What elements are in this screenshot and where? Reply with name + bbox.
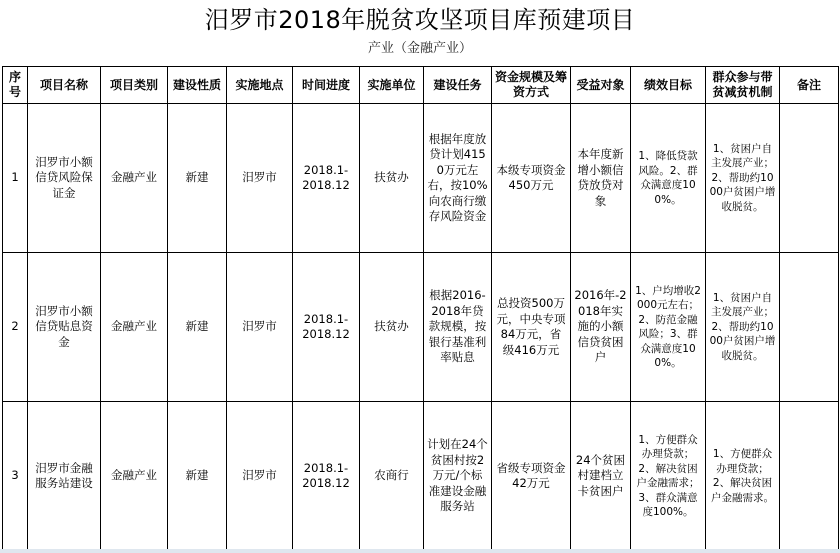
cell-beneficiary: 2016年-2018年实施的小额信贷贫困户: [571, 253, 631, 402]
cell-beneficiary: 本年度新增小额信贷放贷对象: [571, 104, 631, 253]
cell-nature: 新建: [168, 402, 227, 551]
time-end: 2018.12: [302, 327, 350, 341]
cell-name: 汨罗市金融服务站建设: [28, 402, 101, 551]
cell-time: [293, 253, 360, 402]
cell-nature: 新建: [168, 253, 227, 402]
time-end: 2018.12: [302, 178, 350, 192]
cell-task: 根据年度放贷计划4150万元左右，按10%向农商行缴存风险资金: [424, 104, 492, 253]
table-row: [3, 104, 839, 253]
cell-goal: 1、户均增收2000元左右；2、防范金融风险；3、群众满意度100%。: [631, 253, 706, 402]
header-cell-remark: 备注: [780, 67, 839, 104]
cell-funding: 总投资500万元，中央专项84万元，省级416万元: [492, 253, 571, 402]
cell-funding: 省级专项资金42万元: [492, 402, 571, 551]
header-cell-task: 建设任务: [424, 67, 492, 104]
cell-unit: 扶贫办: [360, 253, 424, 402]
cell-category: 金融产业: [101, 253, 168, 402]
cell-goal: 1、方便群众办理贷款；2、解决贫困户金融需求；3、群众满意度100%。: [631, 402, 706, 551]
time-start: 2018.1-: [303, 162, 349, 177]
cell-no: 2: [3, 253, 28, 402]
header-row: [3, 67, 839, 104]
header-cell-no: 序号: [3, 67, 28, 104]
cell-mechanism: 1、贫困户自主发展产业；2、帮助约1000户贫困户增收脱贫。: [706, 253, 780, 402]
time-start: 2018.1-: [303, 460, 349, 475]
bottom-divider: [0, 549, 840, 553]
project-table: [2, 66, 839, 551]
cell-mechanism: 1、方便群众办理贷款；2、解决贫困户金融需求。: [706, 402, 780, 551]
cell-time: [293, 104, 360, 253]
page-title: 汨罗市2018年脱贫攻坚项目库预建项目: [204, 6, 636, 34]
time-start: 2018.1-: [303, 311, 349, 326]
header-cell-time: 时间进度: [293, 67, 360, 104]
cell-mechanism: 1、贫困户自主发展产业；2、帮助约1000户贫困户增收脱贫。: [706, 104, 780, 253]
cell-location: 汨罗市: [227, 402, 293, 551]
cell-category: 金融产业: [101, 104, 168, 253]
header-cell-location: 实施地点: [227, 67, 293, 104]
cell-no: 3: [3, 402, 28, 551]
table-row: [3, 253, 839, 402]
cell-task: 计划在24个贫困村按2万元/个标准建设金融服务站: [424, 402, 492, 551]
cell-beneficiary: 24个贫困村建档立卡贫困户: [571, 402, 631, 551]
cell-unit: 扶贫办: [360, 104, 424, 253]
cell-name: 汨罗市小额信贷贴息资金: [28, 253, 101, 402]
header-cell-category: 项目类别: [101, 67, 168, 104]
cell-category: 金融产业: [101, 402, 168, 551]
header-cell-goal: 绩效目标: [631, 67, 706, 104]
header-cell-funding: 资金规模及筹资方式: [492, 67, 571, 104]
cell-location: 汨罗市: [227, 104, 293, 253]
table-row: [3, 402, 839, 551]
cell-no: 1: [3, 104, 28, 253]
header-cell-unit: 实施单位: [360, 67, 424, 104]
header-cell-beneficiary: 受益对象: [571, 67, 631, 104]
cell-time: [293, 402, 360, 551]
header-cell-nature: 建设性质: [168, 67, 227, 104]
cell-name: 汨罗市小额信贷风险保证金: [28, 104, 101, 253]
time-end: 2018.12: [302, 476, 350, 490]
cell-task: 根据2016-2018年贷款规模，按银行基准利率贴息: [424, 253, 492, 402]
cell-remark: [780, 104, 839, 253]
cell-location: 汨罗市: [227, 253, 293, 402]
cell-nature: 新建: [168, 104, 227, 253]
cell-remark: [780, 253, 839, 402]
cell-goal: 1、降低贷款风险。2、群众满意度100%。: [631, 104, 706, 253]
header-cell-name: 项目名称: [28, 67, 101, 104]
header-cell-mechanism: 群众参与带贫减贫机制: [706, 67, 780, 104]
cell-unit: 农商行: [360, 402, 424, 551]
cell-funding: 本级专项资金450万元: [492, 104, 571, 253]
cell-remark: [780, 402, 839, 551]
page-subtitle: 产业（金融产业）: [367, 41, 472, 56]
